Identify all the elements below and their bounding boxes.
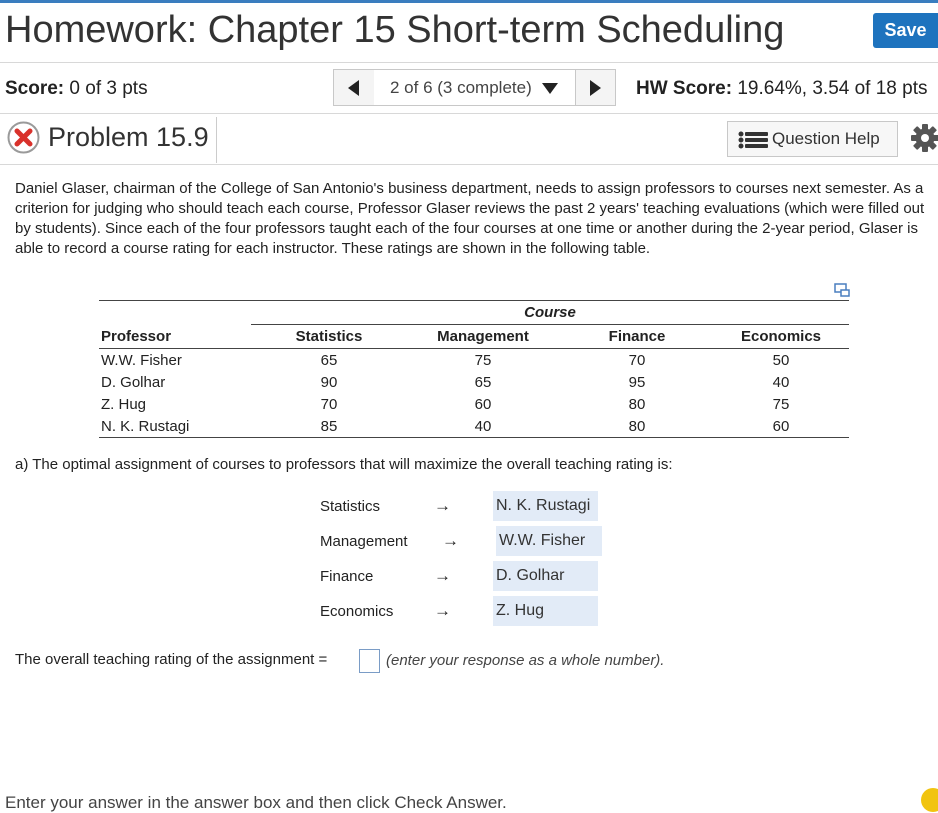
rating-cell: 95	[628, 374, 646, 391]
footer-instruction: Enter your answer in the answer box and then click Check Answer.	[5, 793, 507, 812]
professor-name: D. Golhar	[101, 374, 166, 391]
triangle-right-icon	[590, 80, 601, 96]
question-help-button[interactable]	[727, 121, 898, 157]
column-header-statistics: Statistics	[295, 328, 363, 345]
triangle-left-icon	[348, 80, 359, 96]
part-a-prompt: a) The optimal assignment of courses to professors that will maximize the overall teaching rating is:	[15, 456, 673, 473]
score	[5, 78, 148, 100]
column-header-economics: Economics	[740, 328, 822, 345]
question-select[interactable]	[374, 70, 576, 105]
course-group-header: Course	[524, 304, 576, 321]
previous-question-button[interactable]	[334, 70, 375, 105]
rating-cell: 80	[628, 396, 646, 413]
hw-score	[636, 78, 928, 100]
divider	[216, 117, 217, 163]
question-navigator	[333, 69, 616, 106]
divider	[0, 164, 938, 165]
divider	[0, 62, 938, 63]
rating-cell: 65	[320, 352, 338, 369]
right-arrow-icon: →	[434, 496, 451, 515]
rating-cell: 80	[628, 418, 646, 435]
gear-icon[interactable]	[911, 124, 938, 152]
rating-cell: 60	[772, 418, 790, 435]
assignment-answer[interactable]: D. Golhar	[493, 561, 598, 591]
table-popout-icon[interactable]	[834, 283, 850, 297]
rating-cell: 70	[320, 396, 338, 413]
table-rule	[99, 348, 849, 349]
question-select-value: 2 of 6 (3 complete)	[390, 78, 532, 97]
caret-down-icon	[542, 83, 558, 94]
rating-cell: 90	[320, 374, 338, 391]
rating-cell: 60	[474, 396, 492, 413]
hw-score-label: HW Score:	[636, 78, 733, 99]
page-title: Homework: Chapter 15 Short-term Scheduling	[5, 9, 785, 51]
table-rule	[251, 324, 849, 325]
final-question-label: The overall teaching rating of the assignment =	[15, 651, 328, 668]
score-value: 0 of 3 pts	[69, 78, 148, 99]
final-question-hint: (enter your response as a whole number).	[386, 652, 665, 669]
rating-cell: 40	[474, 418, 492, 435]
course-label: Management	[320, 533, 408, 550]
overall-rating-input[interactable]	[359, 649, 380, 673]
rating-cell: 85	[320, 418, 338, 435]
course-label: Finance	[320, 568, 374, 585]
course-label: Statistics	[320, 498, 381, 515]
next-question-button[interactable]	[575, 70, 615, 105]
hw-score-value: 19.64%, 3.54 of 18 pts	[737, 78, 928, 99]
rating-cell: 75	[474, 352, 492, 369]
column-header-finance: Finance	[608, 328, 666, 345]
score-label: Score:	[5, 78, 65, 99]
column-header-management: Management	[437, 328, 529, 345]
incorrect-x-icon	[7, 121, 40, 154]
assignment-answer[interactable]: Z. Hug	[493, 596, 598, 626]
help-badge-icon[interactable]	[921, 788, 938, 812]
assignment-answer[interactable]: W.W. Fisher	[496, 526, 602, 556]
rating-cell: 70	[628, 352, 646, 369]
right-arrow-icon: →	[434, 601, 451, 620]
professor-name: N. K. Rustagi	[101, 418, 190, 435]
list-icon	[738, 131, 768, 149]
course-label: Economics	[320, 603, 394, 620]
right-arrow-icon: →	[434, 566, 451, 585]
save-button[interactable]: Save	[873, 13, 938, 48]
column-header-professor: Professor	[101, 328, 172, 345]
top-accent-bar	[0, 0, 938, 3]
problem-title: Problem 15.9	[48, 122, 209, 152]
assignment-answer[interactable]: N. K. Rustagi	[493, 491, 598, 521]
table-rule	[99, 437, 849, 438]
divider	[0, 113, 938, 114]
right-arrow-icon: →	[442, 531, 459, 550]
rating-cell: 40	[772, 374, 790, 391]
professor-name: Z. Hug	[101, 396, 147, 413]
professor-name: W.W. Fisher	[101, 352, 182, 369]
ratings-table	[99, 300, 849, 438]
rating-cell: 65	[474, 374, 492, 391]
rating-cell: 50	[772, 352, 790, 369]
table-rule	[99, 300, 849, 301]
question-help-label: Question Help	[772, 129, 880, 148]
problem-description: Daniel Glaser, chairman of the College of San Antonio's business department, needs to assign professors to courses next semester. As a criterion for judging who should teach each course, Professor Glaser reviews the past 2 years' teaching evaluations (which were filled out by students). Since each of the four professors taught each of the four courses at one time or another during the 2-year period, Glaser is able to record a course rating for each instructor. These ratings are shown in the following table.	[15, 180, 925, 257]
rating-cell: 75	[772, 396, 790, 413]
